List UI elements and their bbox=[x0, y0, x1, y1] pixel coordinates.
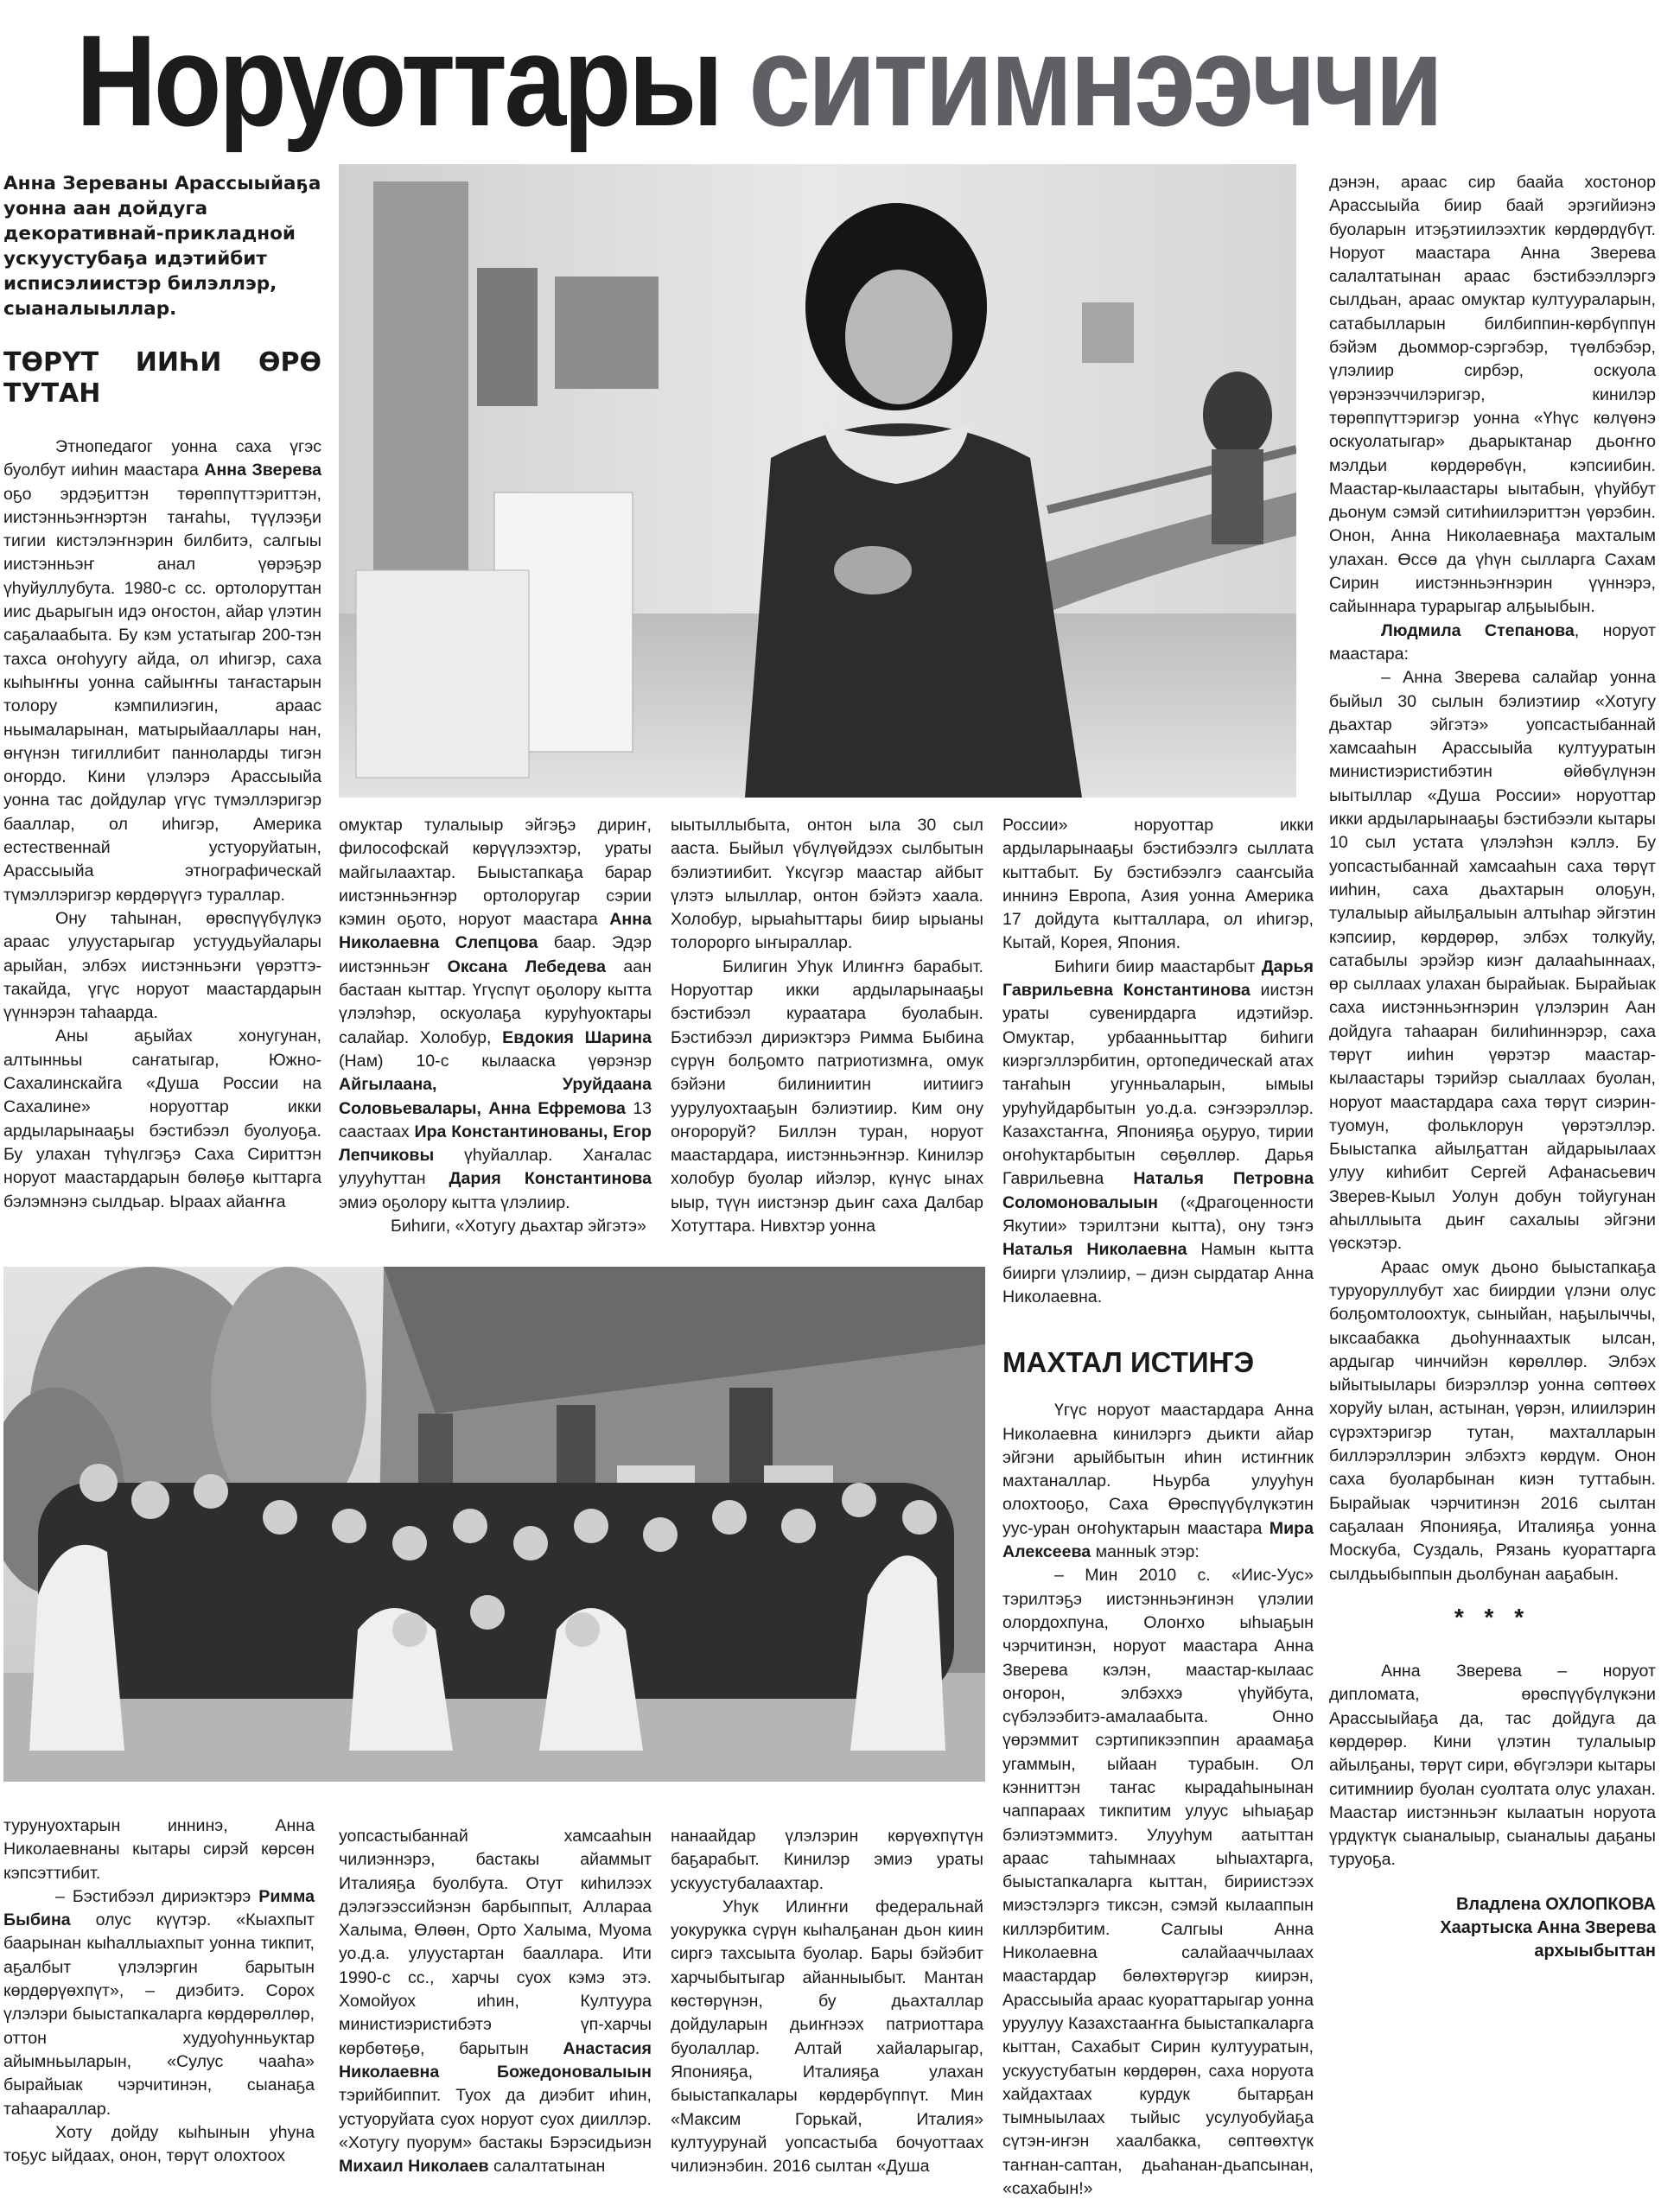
col4b-body bbox=[1002, 1399, 1314, 2201]
column-4 bbox=[1002, 814, 1314, 2201]
paragraph: Араас омук дьоно быыстапкаҕа туруоруллубут хас биирдии үлэни олус болҕомтолоохтук, сыныйан, наҕылыччы, ыксаабакка дьоһуннаахтык ылсан, ардыгар чинчийэн көрөллөр. Элбэх ыйытыылары биэрэллэр уонна сөптөөх хоруйу ылан, астынан, үөрэн, илиилэрин сүрэхтэригэр тутан, махталларын биллэрэллэрин элбэхтэ көрдүм. Онон саха буоларбынан киэн туттабын. Бырайыак чэрчитинэн 2016 сылтан саҕалаан Японияҕа, Италияҕа уонна Москуба, Суздаль, Рязань куораттарга сылдьыбыппын дьолбунан ааҕабын. bbox=[1329, 1257, 1656, 1584]
col2-bottom-body bbox=[339, 1825, 652, 2178]
paragraph: Биһиги биир маастарбыт Дарья Гаврильевна Константинова иистэн ураты сувенирдарга идэтийэр. Омуктар, урбаанньыттар биһиги киэргэллэрбитин, ортопедическай атах таҥаһын угунньаларын, ымыы уруһуйдарбытын уо.д.а. сэҥээрэллэр. Казахстаҥҥа, Японияҕа оҕуруо, тирии оҥоһуктарбытын сөҕөллөр. Дарья Гаврильевна Наталья Петровна Соломоновалыын («Драгоценности Якутии» тэрилтэни кытта), ону тэҥэ Наталья Николаевна Намын кытта биирги үлэлиир, – диэн сырдатар Анна Николаевна. bbox=[1002, 957, 1314, 1306]
paragraph: – Анна Зверева салайар уонна быйыл 30 сылын бэлиэтиир «Хотугу дьахтар эйгэтэ» уопсастыбаннай хамсааһын Арассыыйа култууратын министиэристибэтин өйөбүлүнэн ыытыллар «Душа России» норуоттар икки ардыларынааҕы бэстибээли кытары 10 сыл устата үлэлэһэн кэллэ. Бу уопсастыбаннай хамсааһын саха төрүт ииһин, саха дьахтарын олоҕун, тулалыыр айылҕалыын алтыһар эйгэтин кэпсиир, көрдөрөр, элбэх толкуйу, сатабылы эрэйэр киэҥ далааһыннаах, өр сыллаах улахан бырайыак. Бырайыак саха иистэнньэҥнэрин үлэлэрин Аан дойдуга таһааран билиһиннэрэр, саха төрүт ииһин үөрэтэр маастар-кылаастары тэрийэр сыаллаах буолан, норуот маастардара саха төрүт сиэрин-туомун, фольклорун үөрэтэллэр. Быыстапка айылҕаттан айдарыылаах улуу киһибит Сергей Афанасьевич Зверев-Кыыл Уолун добун тойугунан аһыллыыта дьиҥ сахалыы эйгэни үөскэтэр. bbox=[1329, 668, 1656, 1254]
byline-author: Владлена ОХЛОПКОВА bbox=[1455, 1894, 1656, 1914]
col3-bottom-body bbox=[671, 1825, 983, 2178]
top-photo-gallery-portrait bbox=[339, 164, 1296, 798]
paragraph: Хоту дойду кыһынын уһуна тоҕус ыйдаах, онон, төрүт олохтоох bbox=[3, 2122, 315, 2166]
bold-name: Людмила Степанова bbox=[1381, 620, 1575, 640]
paragraph: нанаайдар үлэлэрин көрүөхпүтүн баҕарабыт. Кинилэр эмиэ ураты ускуустубалаахтар. bbox=[671, 1827, 983, 1893]
paragraph: Биһиги, «Хотугу дьахтар эйгэтэ» bbox=[391, 1217, 646, 1236]
bold-name: Дария Константинова bbox=[449, 1169, 652, 1189]
paragraph: – Бэстибээл дириэктэрэ Римма Быбина олус күүтэр. «Кыахпыт баарынан кыһаллыахпыт уонна тикпит, аҕалбыт үлэлэргин барытын көрдөрүөхпүт», – диэбитэ. Сорох үлэлэри быыстапкаларга көрдөрөллөр, оттон худуоһунньуктар айымньыларын, «Сулус чааһа» бырайыак чэрчитинэн, сыанаҕа таһаараллар. bbox=[3, 1886, 315, 2119]
col1-body bbox=[3, 435, 321, 1214]
column-2 bbox=[339, 814, 652, 1238]
bold-name: Михаил Николаев bbox=[339, 2157, 489, 2177]
bold-name: Анна Зверева bbox=[204, 461, 321, 480]
column-5 bbox=[1329, 171, 1656, 1963]
paragraph: дэнэн, араас сир баайа хостонор Арассыыйа биир баай эрэгийиэнэ буоларын итэҕэтиилээхтик көрдөрдүбүт. Норуот маастара Анна Зверева салалтатынан араас бэстибээллэргэ сылдьан, араас омуктар култуураларын, сатабылларын билбиппин-көрбүппүн бэйэм дьоммор-сэргэбэр, түөлбэбэр, үлэлиир сирбэр, оскуола үөрэнээччилэригэр, кинилэр төрөппүттэригэр уонна «Үһүс көлүөнэ оскуолатыгар» дьарыктанар дьоҥҥо мэлдьи көрдөрөбүн, кэпсиибин. Маастар-кылаастары ыытабын, үһуйбут дьонум сэмэй ситиһиилэриттэн үөрэбин. Онон, Анна Николаевнаҕа махталым улахан. Өссө да үһүн сылларга Сахам Сирин иистэнньэҥнэрин үүннэрэ, сайыннара турарыгар алҕыыбын. bbox=[1329, 173, 1656, 617]
paragraph: турунуохтарын иннинэ, Анна Николаевнаны кытары сирэй көрсөн кэпсэттибит. bbox=[3, 1816, 315, 1883]
bottom-photo-group bbox=[3, 1267, 985, 1782]
section-heading-1: ТӨРҮТ ИИҺИ ӨРӨ ТУТАН bbox=[3, 347, 321, 409]
headline-part2: ситимнээччи bbox=[748, 8, 1441, 153]
paragraph: России» норуоттар икки ардыларынааҕы бэстибээлгэ сыллата кыттабыт. Бу бэстибээлгэ сааҥсыйа иннинэ Европа, Азия уонна Америка 17 дойдута кытталлара, ол иһигэр, Кытай, Корея, Япония. bbox=[1002, 816, 1314, 953]
bold-name: Оксана Лебедева bbox=[447, 957, 606, 976]
column-3-bottom bbox=[671, 1825, 983, 2178]
paragraph: Билигин Уһук Илиҥҥэ барабыт. Норуоттар икки ардыларынааҕы бэстибээл кураатара буолабын. Бэстибээл дириэктэрэ Римма Быбина сүрүн болҕомто патриотизмҥа, омук бэйэни билиниитин иитиигэ уурулуохтааҕын бэлиэтиир. Ким ону оҥороруй? Биллэн туран, норуот маастардара, иистэнньэҥнэр. Кинилэр холобур буолар ийэлэр, күнүс ынах ыыр, түүн иистэнэр дьиҥ саха Далбар Хотуттара. Нивхтэр уонна bbox=[671, 957, 983, 1236]
paragraph: Ону таһынан, өрөспүүбүлүкэ араас улуустарыгар устуудьуйалары арыйан, элбэх иистэнньэҥи үөрэттэ-такайда, үгүс норуот маастардарын үүннэрэн таһаарда. bbox=[3, 908, 321, 1023]
paragraph: Людмила Степанова, норуот маастара: bbox=[1329, 620, 1656, 664]
col1-bottom-body bbox=[3, 1815, 315, 2168]
column-2-bottom bbox=[339, 1825, 652, 2178]
paragraph: – Мин 2010 с. «Иис-Уус» тэрилтэҕэ иистэнньэҥинэн үлэлии олордохпуна, Олоҥхо ыһыаҕын чэрчитинэн, норуот маастара Анна Зверева кэлэн, маастар-кылаас оҥорон, элбэххэ үһуйбута, сүбэлээбитэ-амалаабыта. Онно үөрэммит сэртипикээппин араамаҕа угаммын, ыйаан турабын. Ол кэнниттэн таҥас кырадаһынынан чаппараах тикпитим улуус ыһыаҕар бэлиэтэммитэ. Улууһум аатыттан араас таһымнаах ыһыахтарга, быыстапкаларга кыттан, бириистээх миэстэлэргэ тиксэн, сэмэй кылааппын киллэрбитим. Салгыы Анна Николаевна салайааччылаах маастардар бөлөхтөрүгэр киирэн, Арассыыйа араас куораттарыгар уонна уруулуу Казахстааҥҥа быыстапкаларга кыттан, Сахабыт Сирин култууратын, ускуустубатын көрдөрөн, саха норуота хайдахтаах курдук бытарҕан тымныылаах тыйыс усулуобуйаҕа сүтэн-иҥэн хаалбакка, сөптөөхтүк таҥнан-саптан, дьаһанан-дьапсынан, «сахабын!» bbox=[1002, 1566, 1314, 2199]
article-lead: Анна Зереваны Арассыыйаҕа уонна аан дойдуга декоративнай-прикладной ускуустубаҕа идэтийбит исписэлиистэр билэллэр, сыаналыыллар. bbox=[3, 173, 321, 320]
column-1-bottom bbox=[3, 1815, 315, 2168]
group-photo-svg bbox=[3, 1267, 985, 1782]
bold-name: Римма Быбина bbox=[3, 1886, 315, 1930]
paragraph: ыытыллыбыта, онтон ыла 30 сыл ааста. Быйыл үбүлүөйдээх сылбытын бэлиэтиибит. Үксүгэр маастар айбыт үлэтэ ылыллар, онтон бэйэтэ хаала. Холобур, ырыаһыттары биир ырыаны толорорго ыҥыраллар. bbox=[671, 816, 983, 953]
paragraph: Этнопедагог уонна саха үгэс буолбут ииһин маастара Анна Зверева оҕо эрдэҕиттэн төрөппүттэриттэн, иистэнньэҥнэртэн таҥаһы, түүлээҕи тигии кистэлэҥнэрин билбитэ, салгыы иистэнньэҥ анал үөрэҕэр үһуйуллубута. 1980-с сс. ортолоруттан иис дьарыгын идэ оҥостон, айар үлэтин саҕалаабыта. Бу кэм устатыгар 200-тэн тахса оҥоһуугу айда, ол иһигэр, саха кыһыҥҥы уонна сайыҥҥы таҥастарын толору кэмпилиэгин, араас ньымаларынан, матырыйааллары нан, өҥүнэн тигиллибит панноларды тигэн оҥордо. Кини үлэлэрэ Арассыыйа уонна тас дойдулар үгүс түмэллэригэр бааллар, ол иһигэр, Америка естественнай устуоруйатын, Арассыыйа этнографическай түмэллэригэр көрдөрүүгэ тураллар. bbox=[3, 437, 321, 905]
paragraph: Аны аҕыйах хонугунан, алтынньы саҥатыгар, Южно-Сахалинскайга «Душа России на Сахалине» норуоттар икки ардыларынааҕы бэстибээл буолуоҕа. Бу улахан түһүлгэҕэ Саха Сириттэн норуот маастардарын бөлөҕө кыттарга бэлэмнэнэ сылдьар. Ыраах айаҥҥа bbox=[3, 1027, 321, 1211]
section-heading-2: МАХТАЛ ИСТИҤЭ bbox=[1002, 1346, 1255, 1379]
col2-body bbox=[339, 814, 652, 1238]
page-headline bbox=[76, 8, 1441, 153]
bold-name: Наталья Николаевна bbox=[1002, 1240, 1187, 1260]
bold-name: Айгылаана, Уруйдаана Соловьевалары, Анна Ефремова bbox=[339, 1075, 652, 1118]
gallery-photo-svg bbox=[339, 164, 1296, 798]
col4a-body bbox=[1002, 814, 1314, 1309]
section-separator: * * * bbox=[1454, 1603, 1531, 1630]
bold-name: Мира Алексеева bbox=[1002, 1518, 1314, 1562]
bold-name: Ира Константинованы, Егор Лепчиковы bbox=[339, 1122, 652, 1166]
bold-name: Анастасия Николаевна Божедоновалыын bbox=[339, 2038, 652, 2082]
paragraph: Уһук Илиҥҥи федеральнай уокурукка сүрүн кыһалҕанан дьон киин сиргэ тахсыыта буолар. Бары бэйэбит харчыбытыгар айанныыбыт. Мантан көстөрүнэн, бу дьахталлар дойдуларын дьиҥнээх патриоттара буолаллар. Алтай хайаларыгар, Японияҕа, Италияҕа улахан быыстапкалары көрдөрбүппүт. Мин «Максим Горькай, Италия» култуурунай уопсастыба бочуоттаах чилиэнэбин. 2016 сылтан «Душа bbox=[671, 1897, 983, 2177]
paragraph: уопсастыбаннай хамсааһын чилиэннэрэ, бастакы айаммыт Италияҕа буолбута. Отут киһилээх дэлэгээссийэнэн барбыппыт, Аллараа Халыма, Өлөөн, Орто Халыма, Муома уо.д.а. улуустартан бааллара. Ити 1990-с сс., харчы суох кэмэ этэ. Хомойуох иһин, Култуура министиэристибэтэ үп-харчы көрбөтөҕө, барытын Анастасия Николаевна Божедоновалыын тэрийбиппит. Туох да диэбит иһин, устуоруйата суох норуот суох дииллэр. «Хотугу пуорум» бастакы Бэрэсидьиэн Михаил Николаев салалтатынан bbox=[339, 1827, 652, 2177]
bold-name: Наталья Петровна Соломоновалыын bbox=[1002, 1169, 1314, 1212]
col5-end-body bbox=[1329, 1660, 1656, 1872]
headline-part1: Норуоттары bbox=[76, 8, 721, 153]
bold-name: Дарья Гаврильевна Константинова bbox=[1002, 957, 1314, 1001]
paragraph: Анна Зверева – норуот дипломата, өрөспүүбүлүкэни Арассыыйаҕа да, тас дойдуга да көрдөрөр. Кини үлэтин тулалыыр айылҕаны, төрүт сири, өбүгэлэри кытары ситимниир буолан суолтата олус улахан. Маастар иистэнньэҥ кылаатын норуота үрдүктүк сыаналыыр, сыаналыы даҕаны туруоҕа. bbox=[1329, 1662, 1656, 1870]
byline bbox=[1329, 1893, 1656, 1963]
byline-photo-credit-2: архыыбыттан bbox=[1534, 1941, 1656, 1961]
paragraph: Үгүс норуот маастардара Анна Николаевна кинилэргэ дьикти айар эйгэни арыйбытын иһин истиҥник махтаналлар. Ньурба улууһун олохтооҕо, Саха Өрөспүүбүлүкэтин уус-уран оҥоһуктарын маастара Мира Алексеева манныk этэр: bbox=[1002, 1401, 1314, 1562]
bold-name: Анна Николаевна Слепцова bbox=[339, 910, 652, 953]
column-3 bbox=[671, 814, 983, 1238]
column-1 bbox=[3, 347, 321, 1214]
byline-photo-credit-1: Хаартыска Анна Зверева bbox=[1440, 1917, 1656, 1937]
bold-name: Евдокия Шарина bbox=[502, 1027, 652, 1047]
paragraph: омуктар тулалыыр эйгэҕэ дириҥ, философскай көрүүлээхтэр, ураты майгылаахтар. Быыстапкаҕа барар иистэнньэҥнэр ортолоругар сэрии кэмин оҕото, норуот маастара Анна Николаевна Слепцова баар. Эдэр иистэнньэҥ Оксана Лебедева аан бастаан кыттар. Үгүспүт оҕолору кытта үлэлэһэр, оскуолаҕа куруһуоктары салайар. Холобур, Евдокия Шарина (Нам) 10-с кылааска үөрэнэр Айгылаана, Уруйдаана Соловьевалары, Анна Ефремова 13 саастаах Ира Константинованы, Егор Лепчиковы үһуйаллар. Хаҥалас улууһуттан Дария Константинова эмиэ оҕолору кытта үлэлиир. bbox=[339, 816, 652, 1212]
col5-body bbox=[1329, 171, 1656, 1586]
col3-body bbox=[671, 814, 983, 1238]
